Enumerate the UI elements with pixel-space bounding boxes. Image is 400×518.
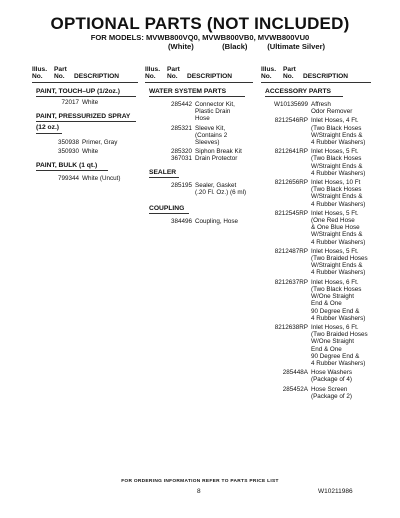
variant-white: (White) — [168, 42, 194, 51]
part-description: Primer, Gray — [82, 138, 118, 146]
part-number: 285321 — [170, 124, 192, 132]
part-description: End & One — [311, 300, 342, 308]
models-line: FOR MODELS: MVWB800VQ0, MVWB800VB0, MVWB800VU0 — [90, 33, 310, 42]
part-description: Inlet Hoses, 5 Ft. — [311, 209, 359, 217]
part-description: 4 Rubber Washers) — [311, 238, 366, 246]
part-description: Sealer, Gasket — [195, 181, 237, 189]
variant-silver: (Ultimate Silver) — [267, 42, 326, 51]
part-number: 285195 — [170, 181, 192, 189]
section-title-coupling: COUPLING — [149, 205, 253, 214]
column-header-row2: No. No. DESCRIPTION — [32, 73, 120, 81]
part-number: 285320 — [170, 148, 192, 156]
column-header: Illus. Part — [145, 66, 180, 73]
part-description: (Package of 2) — [311, 392, 352, 400]
part-description: (Contains 2 — [195, 131, 228, 139]
list-item — [145, 125, 253, 147]
part-description: Hose — [195, 115, 210, 123]
part-description: 90 Degree End & — [311, 352, 360, 360]
accessory-list — [261, 101, 371, 400]
column-water-system — [145, 66, 253, 228]
part-number: 8212656RP — [274, 179, 308, 187]
section-title-accessory: ACCESSORY PARTS — [265, 88, 371, 97]
part-number: 8212487RP — [274, 247, 308, 255]
column-accessory — [261, 66, 371, 402]
section-title-bulk: PAINT, BULK (1 qt.) — [36, 162, 138, 171]
part-description: 4 Rubber Washers) — [311, 139, 366, 147]
part-description: Inlet Hoses, 5 Ft. — [311, 148, 359, 156]
part-number: 350938 — [57, 138, 79, 146]
column-paint — [32, 66, 138, 184]
list-item — [261, 386, 371, 400]
part-number: 8212641RP — [274, 148, 308, 156]
part-description: Hose Washers — [311, 369, 353, 377]
part-description: White (Uncut) — [82, 175, 121, 183]
list-item — [261, 279, 371, 322]
part-number: 285452A — [282, 385, 308, 393]
list-item — [145, 155, 253, 162]
part-description: 90 Degree End & — [311, 307, 360, 315]
part-description: Odor Remover — [311, 108, 353, 116]
section-title-touchup: PAINT, TOUCH–UP (1/2oz.) — [36, 88, 138, 97]
list-item — [32, 139, 138, 146]
part-description: (.20 Fl. Oz.) (6 ml) — [195, 189, 247, 197]
part-number: 8212637RP — [274, 278, 308, 286]
header-divider — [145, 82, 253, 83]
part-number: 350930 — [57, 147, 79, 155]
list-item — [261, 117, 371, 146]
part-description: End & One — [311, 345, 342, 353]
part-description: (One Red Hose — [311, 217, 355, 225]
column-header: Illus. Part — [32, 66, 67, 73]
list-item — [261, 248, 371, 277]
part-description: Inlet Hoses, 6 Ft. — [311, 278, 359, 286]
part-description: Inlet Hoses, 10 Ft — [311, 179, 361, 187]
part-description: & One Blue Hose — [311, 224, 360, 232]
part-description: Hose Screen — [311, 385, 348, 393]
page-number: 8 — [197, 488, 201, 495]
part-description: Drain Protector — [195, 155, 238, 163]
list-item — [261, 369, 371, 383]
part-description: W/Straight Ends & — [311, 162, 363, 170]
list-item — [32, 148, 138, 155]
list-item — [145, 101, 253, 123]
list-item — [145, 182, 253, 196]
header-divider — [32, 82, 138, 83]
section-title-spray: PAINT, PRESSURIZED SPRAY (12 oz.) — [36, 113, 138, 133]
part-number: W10135699 — [274, 101, 308, 109]
part-number: 285448A — [282, 369, 308, 377]
part-number: 8212545RP — [274, 209, 308, 217]
part-description: Inlet Hoses, 6 Ft. — [311, 323, 359, 331]
part-description: W/Straight Ends & — [311, 262, 363, 270]
document-number: W10211986 — [318, 488, 353, 495]
variant-black: (Black) — [222, 42, 248, 51]
part-number: 384496 — [170, 218, 192, 226]
list-item — [261, 210, 371, 246]
part-description: (Two Braided Hoses — [311, 255, 368, 263]
part-description: Siphon Break Kit — [195, 148, 242, 156]
list-item — [261, 324, 371, 367]
part-description: Sleeve Kit, — [195, 124, 226, 132]
part-number: 72017 — [61, 99, 79, 107]
column-header-row2: No. No. DESCRIPTION — [145, 73, 233, 81]
part-description: Affresh — [311, 101, 331, 109]
part-description: 4 Rubber Washers) — [311, 314, 366, 322]
list-item — [145, 148, 253, 155]
section-title-sealer: SEALER — [149, 169, 253, 178]
part-description: (Two Black Hoses — [311, 186, 362, 194]
list-item — [145, 218, 253, 225]
part-description: W/Straight Ends & — [311, 231, 363, 239]
list-item — [261, 179, 371, 208]
part-description: Sleeves) — [195, 139, 220, 147]
part-description: Plastic Drain — [195, 108, 231, 116]
part-description: W/Straight Ends & — [311, 131, 363, 139]
part-description: Inlet Hoses, 4 Ft. — [311, 117, 359, 125]
part-description: White — [82, 147, 99, 155]
part-description: Coupling, Hose — [195, 218, 239, 226]
part-description: W/One Straight — [311, 338, 355, 346]
part-description: Inlet Hoses, 5 Ft. — [311, 247, 359, 255]
part-description: (Two Braided Hoses — [311, 331, 368, 339]
model-variants — [168, 42, 325, 51]
page-title: OPTIONAL PARTS (NOT INCLUDED) — [50, 14, 350, 33]
part-description: 4 Rubber Washers) — [311, 269, 366, 277]
part-description: 4 Rubber Washers) — [311, 200, 366, 208]
part-description: (Two Black Hoses — [311, 285, 362, 293]
part-description: W/One Straight — [311, 293, 355, 301]
part-number: 799344 — [57, 175, 79, 183]
part-description: W/Straight Ends & — [311, 193, 363, 201]
column-header: Illus. Part — [261, 66, 296, 73]
part-number: 367031 — [170, 155, 192, 163]
part-description: Connector Kit, — [195, 101, 235, 109]
part-description: (Two Black Hoses — [311, 155, 362, 163]
part-description: (Two Black Hoses — [311, 124, 362, 132]
header-divider — [261, 82, 371, 83]
part-description: 4 Rubber Washers) — [311, 359, 366, 367]
list-item — [261, 101, 371, 115]
part-description: 4 Rubber Washers) — [311, 169, 366, 177]
section-title-water-system: WATER SYSTEM PARTS — [149, 88, 253, 97]
list-item — [32, 99, 138, 106]
part-description: (Package of 4) — [311, 376, 352, 384]
part-number: 285442 — [170, 101, 192, 109]
part-description: White — [82, 99, 99, 107]
list-item — [261, 148, 371, 177]
list-item — [32, 175, 138, 182]
part-number: 8212638RP — [274, 323, 308, 331]
column-header-row2: No. No. DESCRIPTION — [261, 73, 349, 81]
part-number: 8212546RP — [274, 117, 308, 125]
ordering-note: FOR ORDERING INFORMATION REFER TO PARTS PRICE LIST — [121, 479, 279, 484]
